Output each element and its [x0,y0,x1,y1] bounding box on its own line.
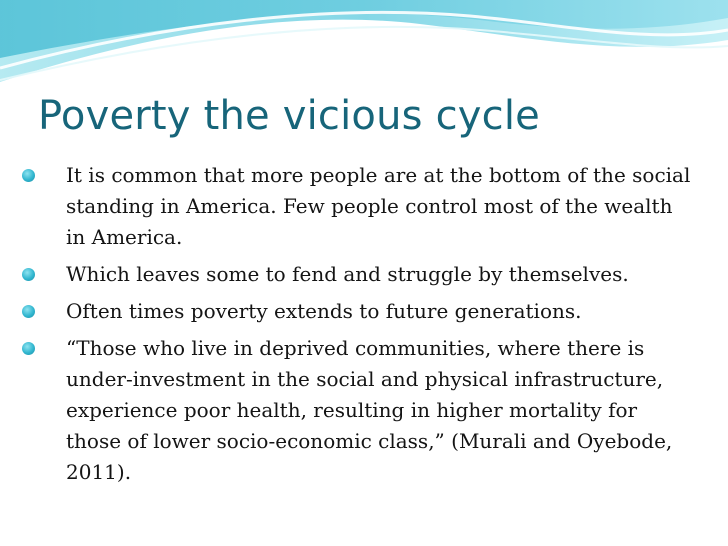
bullet-text: Which leaves some to fend and struggle by themselves. [66,262,629,286]
bullet-item [22,160,694,253]
bullet-text: “Those who live in deprived communities, where there is under-investment in the social and physical infrastructure, experience poor health, resulting in higher mortality for those of lower socio-economic class,” (Murali and Oyebode, 2011). [66,336,673,484]
slide-title: Poverty the vicious cycle [38,93,540,139]
bullet-dot-icon [22,169,35,182]
bullet-dot-icon [22,305,35,318]
bullet-list [22,160,694,494]
bullet-item [22,333,694,488]
bullet-dot-icon [22,268,35,281]
bullet-dot-icon [22,342,35,355]
bullet-item [22,296,694,327]
header-wave-decoration [0,0,728,95]
bullet-item [22,259,694,290]
bullet-text: Often times poverty extends to future generations. [66,299,582,323]
bullet-text: It is common that more people are at the bottom of the social standing in America. Few people control most of the wealth in America. [66,163,691,249]
